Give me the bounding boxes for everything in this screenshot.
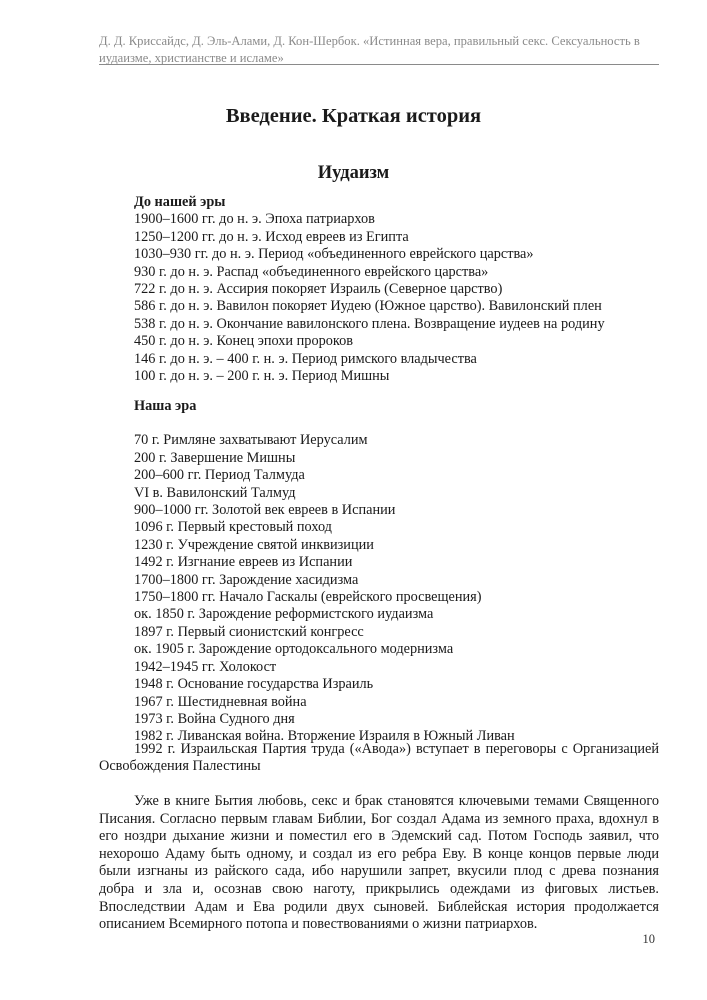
timeline-entry: 586 г. до н. э. Вавилон покоряет Иудею (Южное царство). Вавилонский плен — [134, 298, 602, 315]
timeline-entry: 100 г. до н. э. – 200 г. н. э. Период Мишны — [134, 368, 390, 385]
timeline-entry: 900–1000 гг. Золотой век евреев в Испании — [134, 502, 396, 519]
timeline-entry-1992: 1992 г. Израильская Партия труда («Авода») вступает в переговоры с Организацией Освобождения Палестины — [99, 741, 659, 775]
timeline-entry: 930 г. до н. э. Распад «объединенного еврейского царства» — [134, 263, 489, 280]
timeline-entry: 1973 г. Война Судного дня — [134, 710, 295, 727]
timeline-entry: 1750–1800 гг. Начало Гаскалы (еврейского просвещения) — [134, 589, 482, 606]
timeline-entry: VI в. Вавилонский Талмуд — [134, 484, 296, 501]
bce-list — [134, 211, 664, 385]
timeline-entry: 146 г. до н. э. – 400 г. н. э. Период римского владычества — [134, 350, 477, 367]
timeline-entry: 1096 г. Первый крестовый поход — [134, 519, 332, 536]
timeline-entry: 200 г. Завершение Мишны — [134, 449, 296, 466]
ce-list — [134, 432, 664, 745]
timeline-entry: 538 г. до н. э. Окончание вавилонского плена. Возвращение иудеев на родину — [134, 315, 605, 332]
ce-heading: Наша эра — [134, 398, 197, 414]
chapter-title: Введение. Краткая история — [225, 105, 482, 127]
timeline-entry: 450 г. до н. э. Конец эпохи пророков — [134, 333, 354, 350]
timeline-entry: 200–600 гг. Период Талмуда — [134, 467, 305, 484]
timeline-entry: 70 г. Римляне захватывают Иерусалим — [134, 432, 368, 449]
bce-heading: До нашей эры — [134, 194, 226, 210]
timeline-entry: 1900–1600 гг. до н. э. Эпоха патриархов — [134, 211, 375, 228]
timeline-entry: ок. 1850 г. Зарождение реформистского иудаизма — [134, 606, 434, 623]
timeline-entry: 1700–1800 гг. Зарождение хасидизма — [134, 571, 359, 588]
timeline-entry: 1230 г. Учреждение святой инквизиции — [134, 536, 374, 553]
section-title: Иудаизм — [317, 163, 390, 183]
timeline-entry: 1897 г. Первый сионистский конгресс — [134, 623, 364, 640]
bce-timeline — [134, 194, 664, 385]
timeline-entry: 1942–1945 гг. Холокост — [134, 658, 277, 675]
header-divider — [99, 64, 659, 65]
body-paragraph: Уже в книге Бытия любовь, секс и брак становятся ключевыми темами Священного Писания. Согласно первым главам Библии, Бог создал Адама из земного праха, вдохнул в его ноздри дыхание жизни и поместил его в Эдемский сад. Потом Господь заявил, что нехорошо Адаму быть одному, и создал из его ребра Еву. В конце концов первые люди были изгнаны из райского сада, ибо нарушили запрет, вкусили плод с древа познания добра и зла и, осознав свою наготу, прикрылись одеждами из фиговых листьев. Впоследствии Адам и Ева родили двух сыновей. Библейская история продолжается описанием Всемирного потопа и повествованиями о жизни патриархов. — [99, 793, 659, 933]
timeline-entry: 1030–930 гг. до н. э. Период «объединенного еврейского царства» — [134, 246, 534, 263]
ce-timeline — [134, 398, 664, 746]
timeline-entry: 1967 г. Шестидневная война — [134, 693, 307, 710]
timeline-entry: 722 г. до н. э. Ассирия покоряет Израиль (Северное царство) — [134, 281, 503, 298]
running-header: Д. Д. Криссайдс, Д. Эль-Алами, Д. Кон-Шербок. «Истинная вера, правильный секс. Сексуальность в иудаизме, христианстве и исламе» — [99, 34, 640, 65]
timeline-entry: 1948 г. Основание государства Израиль — [134, 676, 374, 693]
timeline-entry: 1982 г. Ливанская война. Вторжение Израиля в Южный Ливан — [134, 728, 515, 745]
timeline-entry: 1250–1200 гг. до н. э. Исход евреев из Египта — [134, 228, 409, 245]
page-number: 10 — [642, 932, 655, 946]
timeline-entry: 1492 г. Изгнание евреев из Испании — [134, 554, 353, 571]
timeline-entry: ок. 1905 г. Зарождение ортодоксального модернизма — [134, 641, 454, 658]
